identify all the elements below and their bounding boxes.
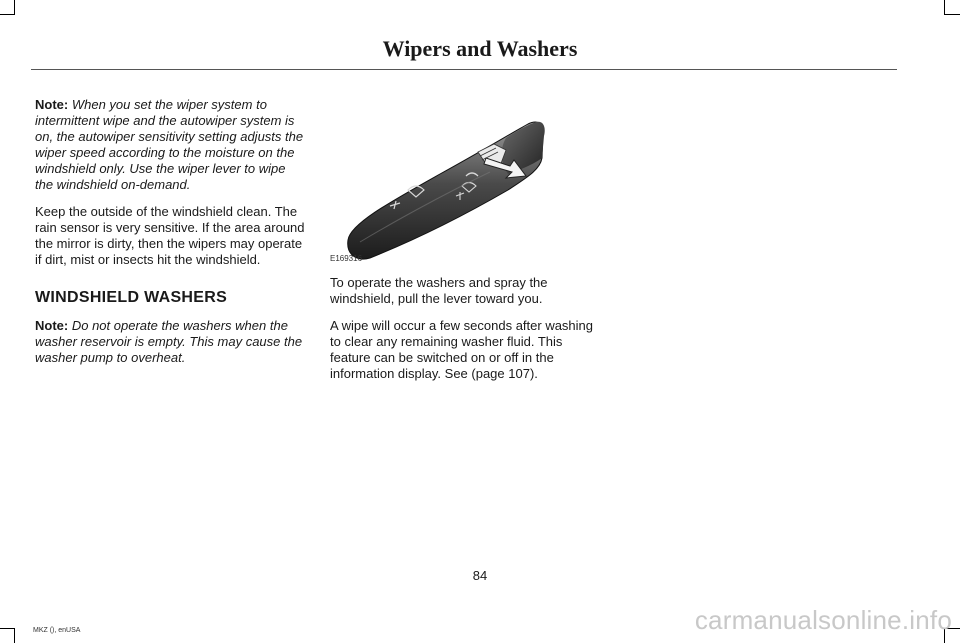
header-rule [31, 69, 897, 70]
note-paragraph [35, 318, 307, 366]
right-column [330, 275, 605, 393]
note-label: Note: [35, 318, 69, 333]
note-label: Note: [35, 97, 69, 112]
wiper-lever-drawing [330, 112, 560, 264]
crop-mark [14, 628, 15, 643]
body-paragraph: A wipe will occur a few seconds after washing to clear any remaining washer fluid. This feature can be switched on or off in the information display. See (page 107). [330, 318, 594, 381]
crop-mark [945, 14, 960, 15]
left-column [35, 97, 307, 377]
wiper-lever-illustration [330, 112, 560, 264]
note-text: When you set the wiper system to intermittent wipe and the autowiper system is on, the autowiper sensitivity setting adjusts the wiper speed according to the moisture on the windshield only. Use the wiper lever to wipe the windshield on-demand. [35, 97, 304, 192]
section-heading: WINDSHIELD WASHERS [35, 289, 228, 306]
body-paragraph: To operate the washers and spray the windshield, pull the lever toward you. [330, 275, 548, 306]
crop-mark [14, 0, 15, 15]
crop-mark [0, 628, 15, 629]
crop-mark [0, 14, 15, 15]
note-text: Do not operate the washers when the washer reservoir is empty. This may cause the washer pump to overheat. [35, 318, 303, 365]
body-paragraph: Keep the outside of the windshield clean. The rain sensor is very sensitive. If the area around the mirror is dirty, then the wipers may operate if dirt, mist or insects hit the windshield. [35, 204, 305, 267]
crop-mark [944, 0, 945, 15]
figure-code: E169316 [330, 254, 363, 263]
page-title: Wipers and Washers [382, 36, 578, 61]
document-code: MKZ (), enUSA [33, 627, 81, 634]
page-number: 84 [472, 568, 488, 583]
note-paragraph [35, 97, 307, 193]
watermark: carmanualsonline.info [694, 605, 952, 635]
